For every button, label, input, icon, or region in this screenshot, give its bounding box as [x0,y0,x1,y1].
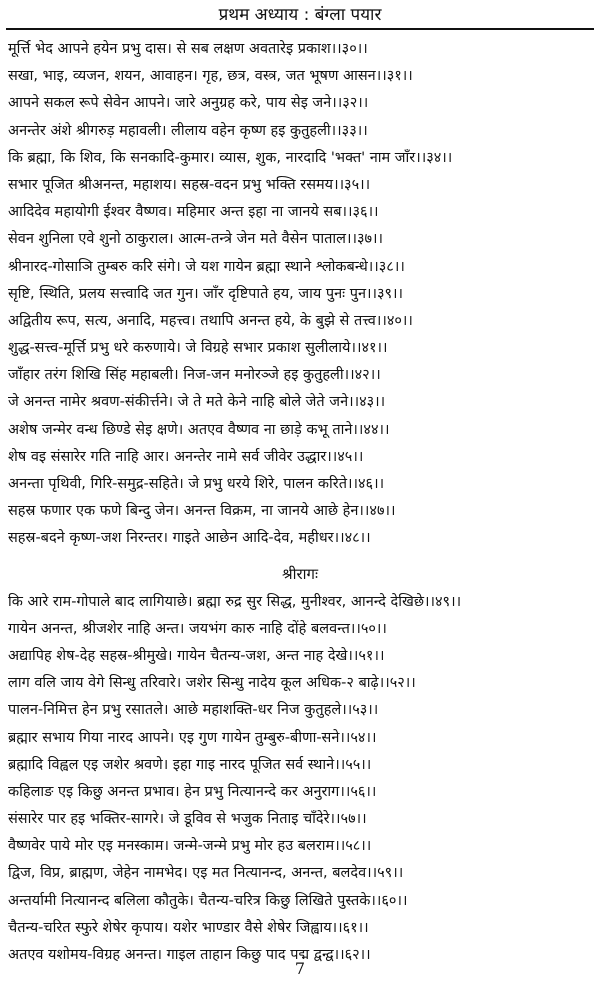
verse-line: शुद्ध-सत्त्व-मूर्त्ति प्रभु धरे करुणाये। जे विग्रहे सभार प्रकाश सुलीलाये।।४१।। [8,340,388,357]
verse-line: आदिदेव महायोगी ईश्वर वैष्णव। महिमार अन्त इहा ना जानये सब।।३६।। [8,204,379,221]
verse-line: सहस्र फणार एक फणे बिन्दु जेन। अनन्त विक्रम, ना जानये आछे हेन।।४७।। [8,503,396,520]
verse-line: ब्रह्मादि विह्वल एइ जशेर श्रवणे। इहा गाइ नारद पूजित सर्व स्थाने।।५५।। [8,756,372,773]
verse-line: सखा, भाइ, व्यजन, शयन, आवाहन। गृह, छत्र, वस्त्र, जत भूषण आसन।।३१।। [8,68,413,85]
verse-line: लाग वलि जाय वेगे सिन्धु तरिवारे। जशेर सिन्धु नादेय कूल अधिक-२ बाढ़े।।५२।। [8,675,416,692]
verse-line: अशेष जन्मेर वन्ध छिण्डे सेइ क्षणे। अतएव वैष्णव ना छाड़े कभू ताने।।४४।। [8,421,390,438]
verse-line: अन्तर्यामी नित्यानन्द बलिला कौतुके। चैतन्य-चरित्र किछु लिखिते पुस्तके।।६०।। [8,892,408,909]
verse-line: पालन-निमित्त हेन प्रभु रसातले। आछे महाशक्ति-धर निज कुतुहले।।५३।। [8,702,379,719]
verse-line: शेष वइ संसारेर गति नाहि आर। अनन्तेर नामे सर्व जीवेर उद्धार।।४५।। [8,448,364,465]
verse-line: चैतन्य-चरित स्फुरे शेषेर कृपाय। यशेर भाण्डार वैसे शेषेर जिह्वाय।।६१।। [8,919,369,936]
verse-line: संसारेर पार हइ भक्तिर-सागरे। जे डूविव से भजुक निताइ चाँदेरे।।५७।। [8,811,367,828]
verse-line: अद्यापिह शेष-देह सहस्र-श्रीमुखे। गायेन चैतन्य-जश, अन्त नाह देखे।।५१।। [8,647,385,664]
verse-line: मूर्त्ति भेद आपने हयेन प्रभु दास। से सब लक्षण अवतारेइ प्रकाश।।३०।। [8,41,368,57]
section-title: श्रीरागः [281,564,318,583]
verse-line: ब्रह्मार सभाय गिया नारद आपने। एइ गुण गायेन तुम्बुरु-बीणा-सने।।५४।। [8,729,377,746]
verse-line: सेवन शुनिला एवे शुनो ठाकुराल। आत्म-तन्त्रे जेन मते वैसेन पाताल।।३७।। [8,231,384,248]
chapter-header: प्रथम अध्याय : बंग्ला पयार [218,5,382,25]
verse-line: सृष्टि, स्थिति, प्रलय सत्त्वादि जत गुन। जाँर दृष्टिपाते हय, जाय पुनः पुन।।३९।। [8,285,404,302]
verse-line: अनन्तेर अंशे श्रीगरुड़ महावली। लीलाय वहेन कृष्ण हइ कुतुहली।।३३।। [8,122,368,139]
verse-line: वैष्णवेर पाये मोर एइ मनस्काम। जन्मे-जन्मे प्रभु मोर हउ बलराम।।५८।। [8,838,372,855]
verse-line: अनन्ता पृथिवी, गिरि-समुद्र-सहिते। जे प्रभु धरये शिरे, पालन करिते।।४६।। [8,476,385,492]
verse-line: द्विज, विप्र, ब्राह्मण, जेहेन नामभेद। एइ मत नित्यानन्द, अनन्त, बलदेव।।५९।। [8,865,404,882]
section-1-verses [6,36,594,553]
section-2-verses [6,589,594,970]
verse-line: जाँहार तरंग शिखि सिंह महाबली। निज-जन मनोरञ्जे हइ कुतुहली।।४२।। [8,367,381,384]
verse-line: सहस्र-बदने कृष्ण-जश निरन्तर। गाइते आछेन आदि-देव, महीधर।।४८।। [8,530,371,547]
verse-line: जे अनन्त नामेर श्रवण-संकीर्त्तने। जे ते मते केने नाहि बोले जेते जने।।४३।। [8,394,386,411]
verse-line: कि आरे राम-गोपाले बाद लागियाछे। ब्रह्मा रुद्र सुर सिद्ध, मुनीश्वर, आनन्दे देखिछे।।४९।। [8,593,462,610]
verse-line: आपने सकल रूपे सेवेन आपने। जारे अनुग्रह करे, पाय सेइ जने।।३२।। [8,95,369,112]
page-number: 7 [294,959,306,978]
verse-line: अद्वितीय रूप, सत्य, अनादि, महत्त्व। तथापि अनन्त हये, के बुझे से तत्त्व।।४०।। [8,312,413,329]
verse-line: कहिलाङ एइ किछु अनन्त प्रभाव। हेन प्रभु नित्यानन्दे कर अनुराग।।५६।। [8,783,377,800]
verse-line: गायेन अनन्त, श्रीजशेर नाहि अन्त। जयभंग कारु नाहि दोंहे बलवन्त।।५०।। [8,620,387,637]
header-rule [6,28,594,30]
verse-line: सभार पूजित श्रीअनन्त, महाशय। सहस्र-वदन प्रभु भक्ति रसमय।।३५।। [8,176,371,193]
verse-line: अतएव यशोमय-विग्रह अनन्त। गाइल ताहान किछु पाद पद्म द्वन्द्व।।६२।। [8,947,371,963]
verse-line: कि ब्रह्मा, कि शिव, कि सनकादि-कुमार। व्यास, शुक, नारदादि 'भक्त' नाम जाँर।।३४।। [8,149,453,166]
verse-line: श्रीनारद-गोसाञि तुम्बरु करि संगे। जे यश गायेन ब्रह्मा स्थाने श्लोकबन्धे।।३८।। [8,258,405,275]
